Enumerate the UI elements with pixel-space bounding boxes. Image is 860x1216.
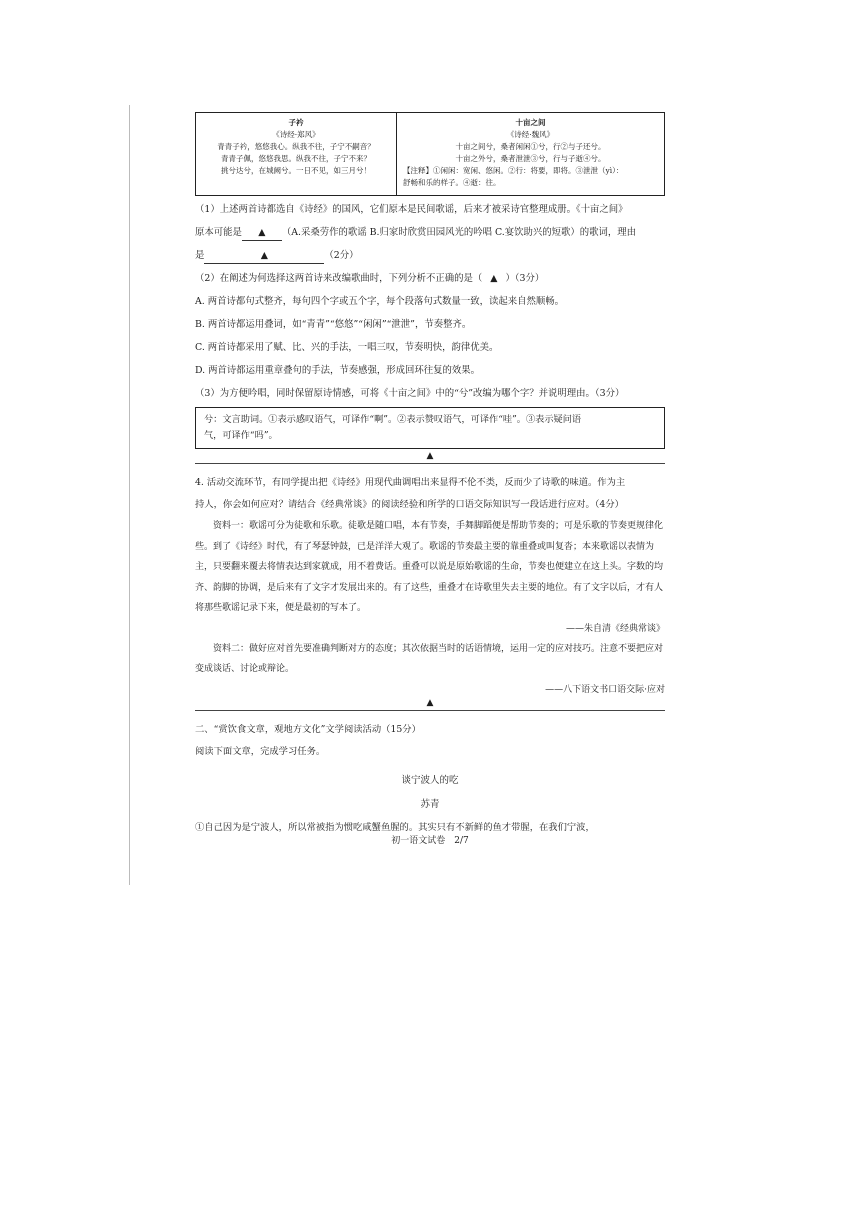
article-author: 苏青 <box>420 798 440 810</box>
poem-source: 《诗经·魏风》 <box>506 130 555 139</box>
poem-line: 青青子佩，悠悠我思。纵我不往，子宁不来？ <box>221 154 371 163</box>
answer-blank[interactable]: ▲ <box>242 226 282 241</box>
option-a: A. 两首诗都句式整齐，每句四个字或五个字，每个段落句式数量一致，读起来自然顺畅。 <box>195 296 564 307</box>
question-text: （2分） <box>324 250 359 261</box>
page-footer: 初一语文试卷 2/7 <box>391 836 469 846</box>
option-b: B. 两首诗都运用叠词，如“青青”“悠悠”“闲闲”“泄泄”，节奏整齐。 <box>195 319 472 330</box>
page-margin-line <box>129 105 130 885</box>
poem-shimuzhijian <box>397 113 664 195</box>
question-text: （2）在阐述为何选择这两首诗来改编歌曲时，下列分析不正确的是（ <box>195 273 483 284</box>
section-two-instruction: 阅读下面文章，完成学习任务。 <box>195 745 326 757</box>
answer-line[interactable] <box>195 697 665 711</box>
poem-annotation: 【注释】①闲闲：宽闲、悠闲。②行：将要，即将。③泄泄（yì）： <box>403 166 624 175</box>
material-two: 资料二：做好应对首先要准确判断对方的态度；其次依据当时的话语情境，运用一定的应对技巧。注意不要把应对变成谈话、讨论或辩论。 <box>195 643 664 674</box>
question-text: （A.采桑劳作的歌谣 B.归家时欣赏田园风光的吟唱 C.宴饮助兴的短歌）的歌词，理由 <box>281 227 637 238</box>
xi-note-line: 兮：文言助词。①表示感叹语气，可译作“啊”。②表示赞叹语气，可译作“哇”。③表示疑问语 <box>204 414 582 425</box>
question-2-stem <box>195 267 665 290</box>
material-one-source: ——朱自清《经典常谈》 <box>565 623 665 634</box>
poem-line: 十亩之间兮，桑者闲闲①兮，行②与子还兮。 <box>455 142 606 151</box>
article-paragraph: ①自己因为是宁波人，所以常被指为惯吃咸蟹鱼腥的。其实只有不新鲜的鱼才带腥，在我们宁波， <box>195 821 595 833</box>
poem-zijin <box>196 113 397 195</box>
xi-note-line: 气，可译作“吗”。 <box>204 430 278 441</box>
question-1-line <box>195 244 665 267</box>
material-one: 资料一：歌谣可分为徒歌和乐歌。徒歌是随口唱，本有节奏，手舞脚蹈便是帮助节奏的；可是乐歌的节奏更规律化些。到了《诗经》时代，有了琴瑟钟鼓，已是洋洋大观了。歌谣的节奏最主要的靠重叠或叫复沓；本来歌谣以表情为主，只要翻来覆去将情表达到家就成，用不着费话。重叠可以说是原始歌谣的生命，节奏也便建立在这上头。字数的均齐、韵脚的协调，是后来有了文字才发展出来的。有了这些，重叠才在诗歌里失去主要的地位。有了文字以后，才有人将那些歌谣记录下来，便是最初的写本了。 <box>195 521 664 613</box>
answer-line[interactable] <box>195 451 665 464</box>
answer-blank[interactable]: ▲ <box>204 249 324 264</box>
question-4-line: 4. 活动交流环节，有同学提出把《诗经》用现代曲调唱出来显得不伦不类，反而少了诗歌的味道。作为主 <box>195 477 626 488</box>
poem-title: 十亩之间 <box>515 118 546 127</box>
poem-annotation: 舒畅和乐的样子。④逝：往。 <box>403 178 501 187</box>
material-two-source: ——八下语文书口语交际·应对 <box>545 684 665 695</box>
question-text: 是 <box>195 250 205 261</box>
exam-sheet <box>195 112 665 839</box>
poem-line: 挑兮达兮，在城阙兮。一日不见，如三月兮！ <box>221 166 371 175</box>
article-title: 谈宁波人的吃 <box>401 774 459 786</box>
question-3-stem: （3）为方便吟唱，同时保留原诗情感，可将《十亩之间》中的“兮”改编为哪个字？并说明理由。（3分） <box>195 388 625 399</box>
question-text: 原本可能是 <box>195 227 242 238</box>
poem-line: 青青子衿，悠悠我心。纵我不往，子宁不嗣音？ <box>217 142 375 151</box>
question-1-line: （1）上述两首诗都选自《诗经》的国风，它们原本是民间歌谣，后来才被采诗官整理成册。《十亩之间》 <box>195 204 628 215</box>
answer-triangle: ▲ <box>426 451 434 461</box>
poem-table <box>195 112 665 196</box>
question-1-line <box>195 221 665 244</box>
option-d: D. 两首诗都运用重章叠句的手法，节奏感强，形成回环往复的效果。 <box>195 365 481 376</box>
answer-triangle: ▲ <box>426 697 434 708</box>
question-text: ）（3分） <box>505 273 545 284</box>
section-two-heading: 二、“赏饮食文章，观地方文化”文学阅读活动（15分） <box>195 723 421 735</box>
poem-title: 子衿 <box>288 118 304 127</box>
xi-explanation-box <box>195 407 665 449</box>
poem-source: 《诗经·郑风》 <box>272 130 320 139</box>
poem-line: 十亩之外兮，桑者泄泄③兮，行与子逝④兮。 <box>455 154 606 163</box>
question-4-line: 持人，你会如何应对？请结合《经典常谈》的阅读经验和所学的口语交际知识写一段话进行应对。（4分） <box>195 499 624 510</box>
answer-triangle[interactable]: ▲ <box>490 273 498 284</box>
option-c: C. 两首诗都采用了赋、比、兴的手法，一唱三叹，节奏明快，韵律优美。 <box>195 342 499 353</box>
